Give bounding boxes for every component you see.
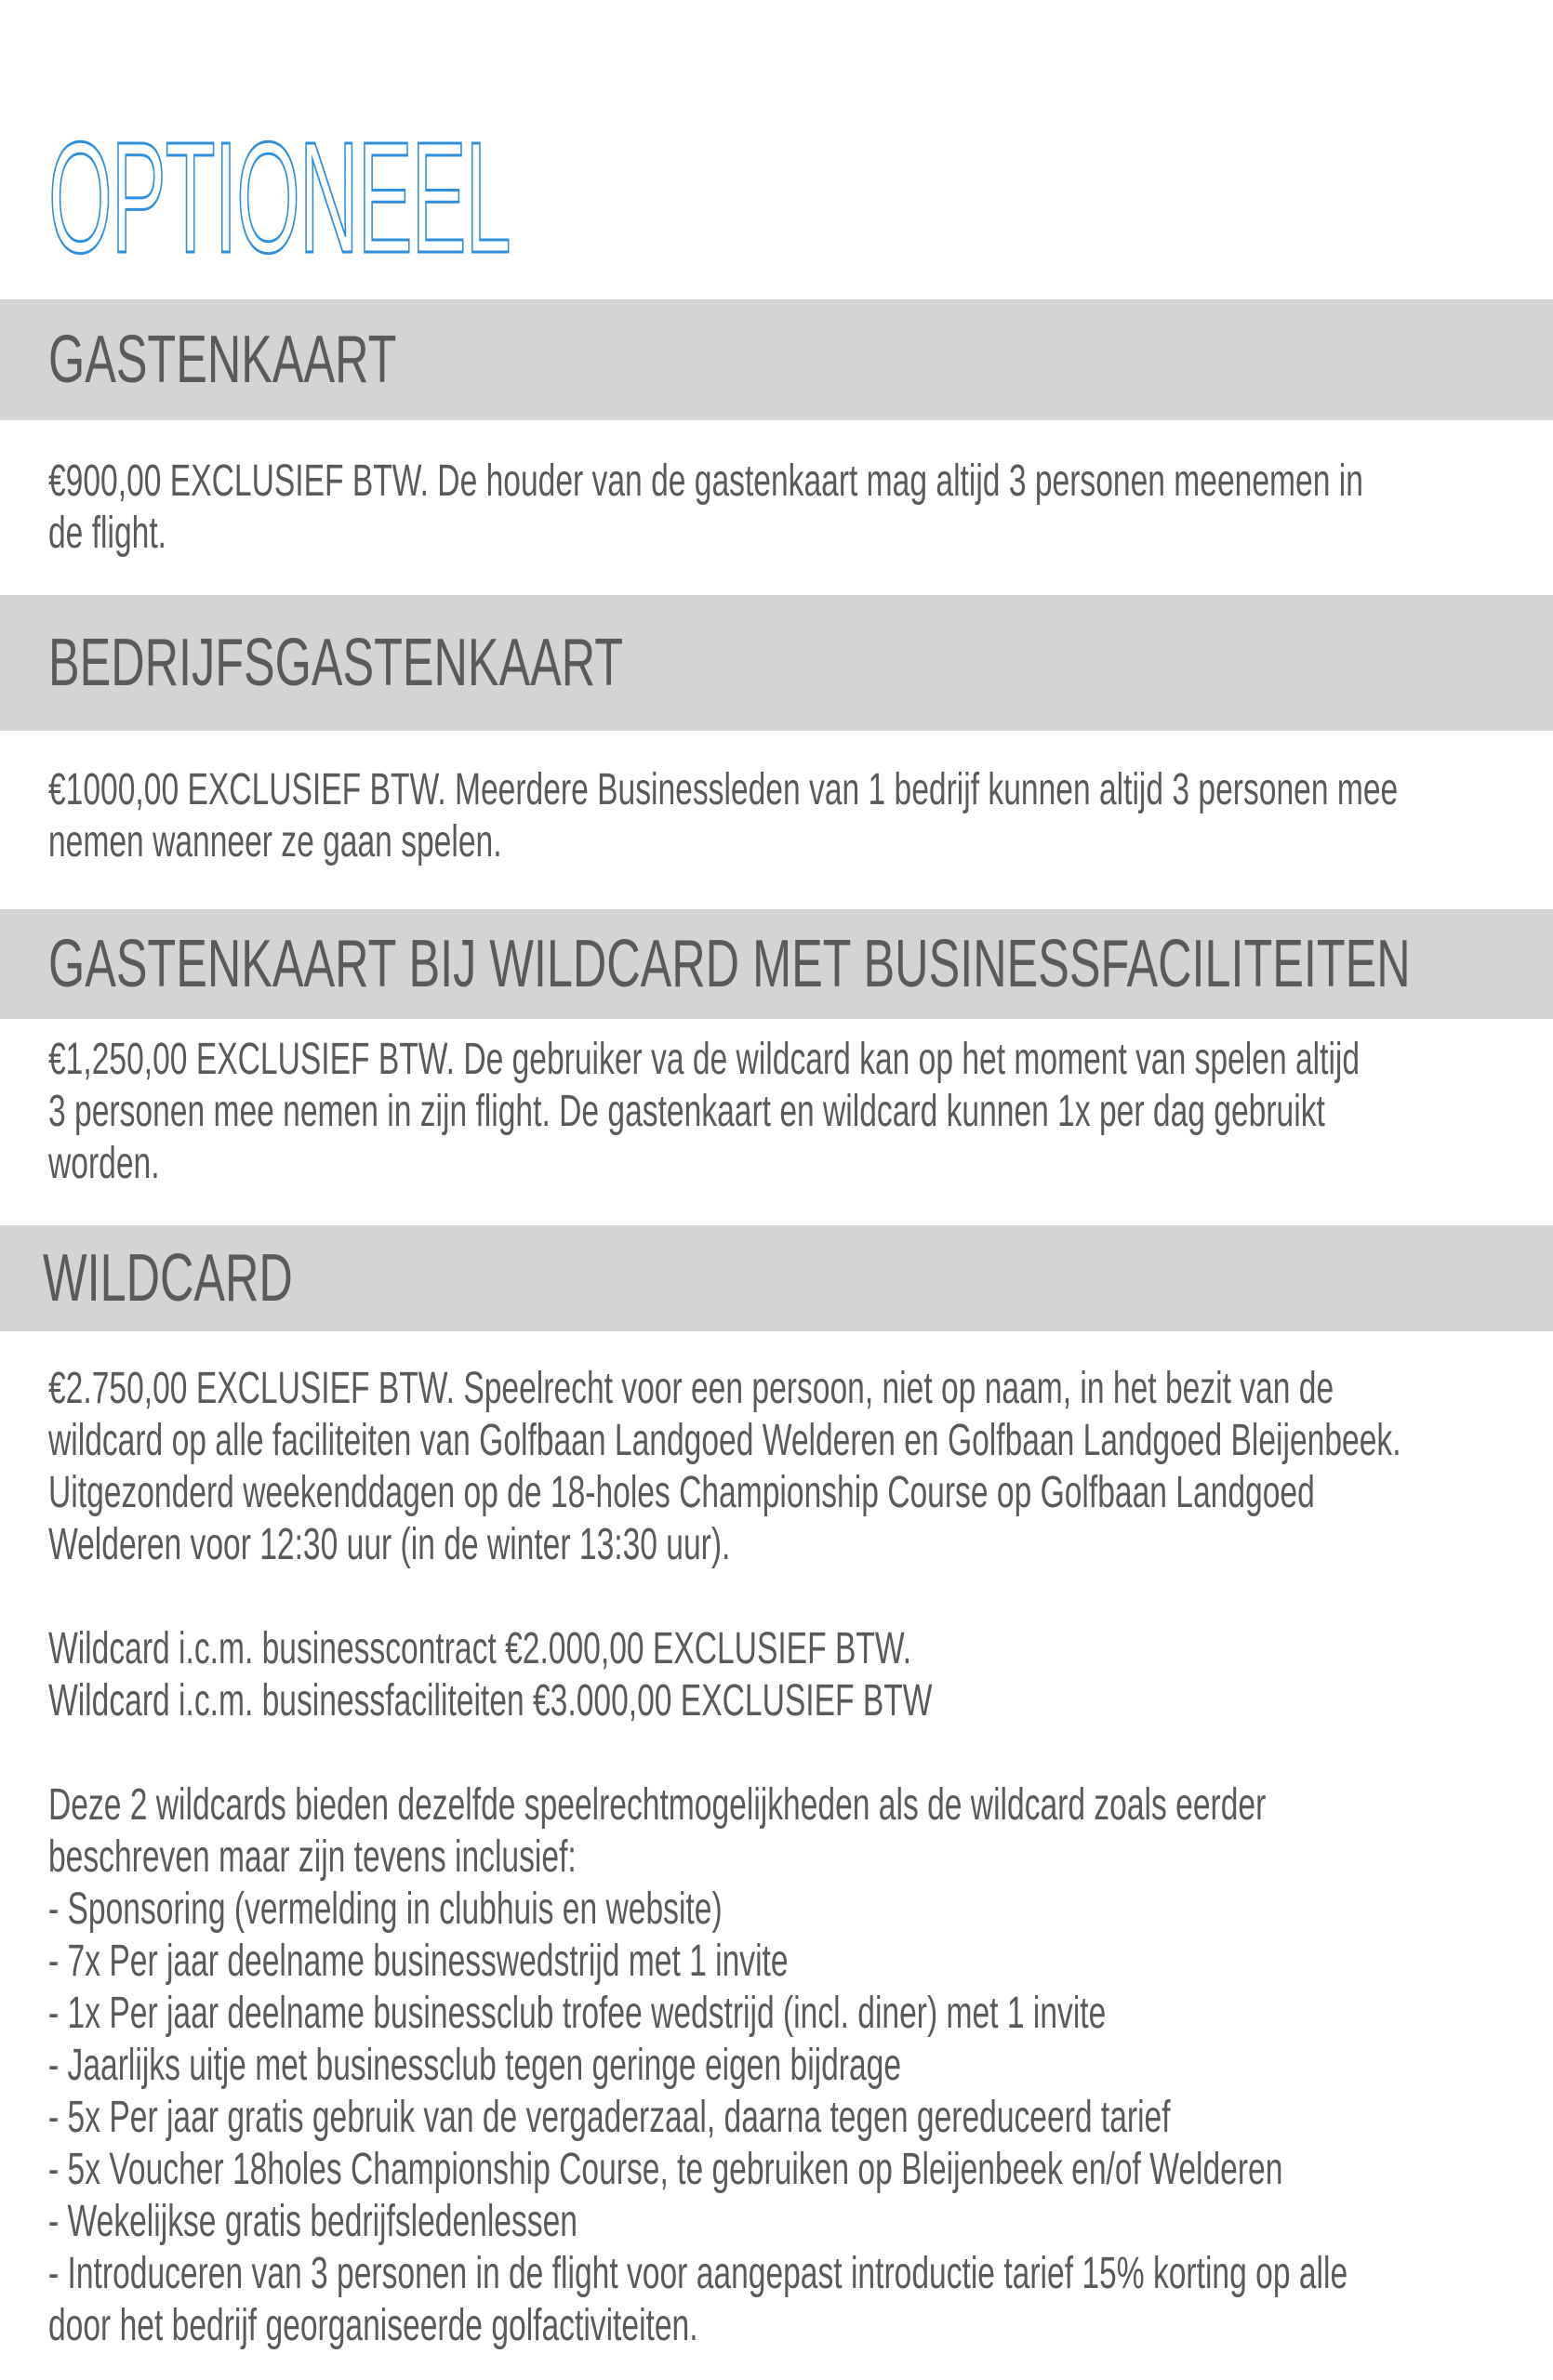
list-item: - Introduceren van 3 personen in de flight voor aangepast introductie tarief 15% korting op alle	[48, 2249, 1348, 2298]
text-line: wildcard op alle faciliteiten van Golfbaan Landgoed Welderen en Golfbaan Landgoed Bleijenbeek.	[48, 1416, 1401, 1465]
text-line: €900,00 EXCLUSIEF BTW. De houder van de gastenkaart mag altijd 3 personen meenemen in	[48, 456, 1363, 506]
section-header-bedrijfsgastenkaart	[0, 595, 1553, 731]
wildcard-paragraph-3	[48, 1779, 1480, 2352]
list-item: - 5x Voucher 18holes Championship Course, te gebruiken op Bleijenbeek en/of Welderen	[48, 2145, 1283, 2194]
section-text-bedrijfsgastenkaart	[48, 764, 1480, 868]
section-heading: GASTENKAART	[48, 323, 397, 397]
list-item: - 5x Per jaar gratis gebruik van de vergaderzaal, daarna tegen gereduceerd tarief	[48, 2093, 1171, 2142]
list-item: - 7x Per jaar deelname businesswedstrijd met 1 invite	[48, 1937, 789, 1986]
list-item: - Sponsoring (vermelding in clubhuis en website)	[48, 1884, 723, 1934]
text-line: €1000,00 EXCLUSIEF BTW. Meerdere Businessleden van 1 bedrijf kunnen altijd 3 personen mee	[48, 765, 1399, 814]
section-header-gastenkaart	[0, 299, 1553, 420]
section-header-gastenkaart-wildcard	[0, 909, 1553, 1019]
wildcard-paragraph-2	[48, 1623, 1480, 1727]
text-line: Wildcard i.c.m. businesscontract €2.000,00 EXCLUSIEF BTW.	[48, 1624, 912, 1673]
list-item: door het bedrijf georganiseerde golfactiviteiten.	[48, 2301, 698, 2350]
text-line: de flight.	[48, 509, 167, 558]
text-line: worden.	[48, 1139, 160, 1188]
text-line: Welderen voor 12:30 uur (in de winter 13:30 uur).	[48, 1520, 731, 1569]
text-line: €2.750,00 EXCLUSIEF BTW. Speelrecht voor een persoon, niet op naam, in het bezit van de	[48, 1364, 1334, 1413]
section-heading: BEDRIJFSGASTENKAART	[48, 626, 623, 700]
page-title: OPTIONEEL	[48, 110, 511, 286]
section-text-gastenkaart	[48, 456, 1480, 560]
section-heading: GASTENKAART BIJ WILDCARD MET BUSINESSFACILITEITEN	[48, 927, 1411, 1001]
text-line: €1,250,00 EXCLUSIEF BTW. De gebruiker va de wildcard kan op het moment van spelen altijd	[48, 1035, 1361, 1084]
text-line: 3 personen mee nemen in zijn flight. De gastenkaart en wildcard kunnen 1x per dag gebruikt	[48, 1087, 1325, 1136]
list-item: - Jaarlijks uitje met businessclub tegen geringe eigen bijdrage	[48, 2041, 902, 2090]
text-line: Wildcard i.c.m. businessfaciliteiten €3.000,00 EXCLUSIEF BTW	[48, 1676, 933, 1726]
section-text-gastenkaart-wildcard	[48, 1034, 1480, 1190]
text-line: Deze 2 wildcards bieden dezelfde speelrechtmogelijkheden als de wildcard zoals eerder	[48, 1780, 1267, 1830]
wildcard-paragraph-1	[48, 1363, 1480, 1571]
text-line: Uitgezonderd weekenddagen op de 18-holes Championship Course op Golfbaan Landgoed	[48, 1468, 1315, 1517]
text-line: nemen wanneer ze gaan spelen.	[48, 817, 502, 866]
list-item: - 1x Per jaar deelname businessclub trofee wedstrijd (incl. diner) met 1 invite	[48, 1989, 1107, 2038]
section-heading: WILDCARD	[43, 1241, 293, 1316]
list-item: - Wekelijkse gratis bedrijfsledenlessen	[48, 2197, 577, 2246]
section-header-wildcard	[0, 1225, 1553, 1331]
text-line: beschreven maar zijn tevens inclusief:	[48, 1832, 577, 1882]
